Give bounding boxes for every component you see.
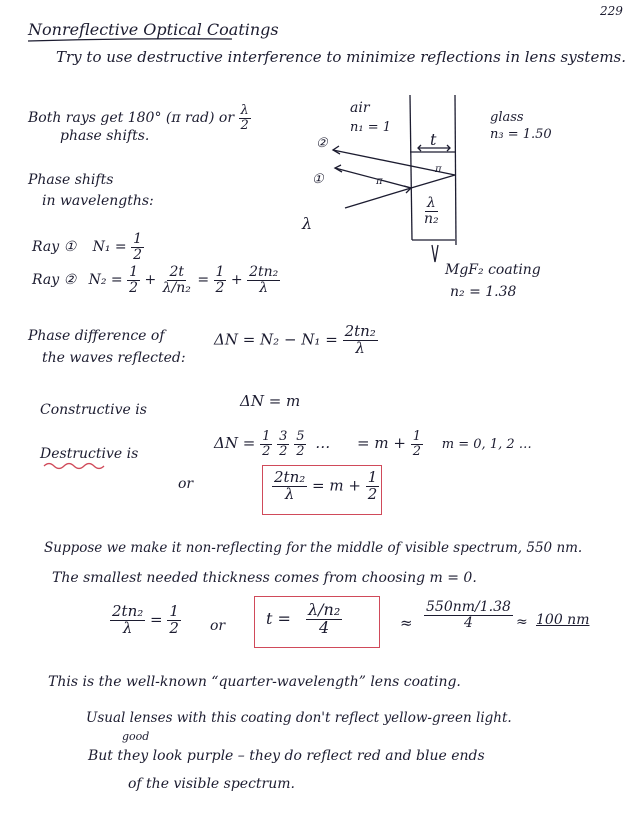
usual-lenses-note: Usual lenses with this coating don't reflect yellow-green light.: [86, 710, 512, 726]
min-thickness-equation: [110, 604, 181, 637]
series-half-1: [260, 430, 272, 458]
ray1-label: Ray ①: [32, 239, 77, 256]
ray1-lhs: N₁ =: [92, 239, 127, 256]
ray2-2tn2: 2tn₂: [249, 264, 279, 280]
purple-note-line1: But they look purple – they do reflect red and blue ends: [88, 748, 485, 764]
series-half-2: [277, 430, 289, 458]
m-values: m = 0, 1, 2 …: [441, 437, 532, 453]
or-label-1: or: [178, 476, 194, 492]
approx-sign: ≈: [400, 614, 413, 632]
t-eq-num: λ/n₂: [308, 600, 341, 619]
phase-diff-line2: the waves reflected:: [42, 350, 186, 366]
glass-label: glass: [490, 110, 524, 125]
min-lhs-den: λ: [122, 618, 133, 637]
series-rhs-num: 1: [412, 429, 422, 444]
series-rhs-half: [411, 430, 423, 458]
mgf2-label: MgF₂ coating: [445, 262, 541, 278]
n1-label: n₁ = 1: [350, 120, 392, 135]
series-rhs-den: 2: [412, 443, 422, 459]
ray2-lambda-n2: λ/n₂: [162, 279, 191, 296]
ray2-plus-1: +: [144, 272, 157, 289]
boxed-num: 2tn₂: [274, 468, 306, 486]
destructive-equation: [214, 430, 532, 458]
ray2-half-den: 2: [129, 279, 138, 296]
ray2-plus-2: +: [230, 272, 243, 289]
t-eq-lhs: t =: [266, 608, 291, 628]
page-number: 229: [600, 4, 623, 18]
t-label: t: [430, 130, 437, 149]
ray2-half-b-num: 1: [215, 264, 225, 280]
phase-shifts-line1: Phase shifts: [28, 172, 114, 188]
ray2-lambda: λ: [259, 279, 269, 296]
purple-note-line2: of the visible spectrum.: [128, 776, 295, 792]
boxed-half-num: 1: [367, 468, 378, 486]
delta-n-den: λ: [355, 338, 365, 357]
min-half-den: 2: [169, 618, 179, 637]
suppose-line2: The smallest needed thickness comes from choosing m = 0.: [52, 570, 477, 586]
series-den-3: 2: [296, 443, 305, 459]
min-eq: =: [150, 610, 163, 629]
series-num-1: 1: [262, 429, 271, 444]
destructive-label: Destructive is: [40, 446, 139, 462]
t-eq-den: 4: [319, 617, 330, 637]
min-lhs-fraction: [110, 604, 145, 637]
phase-diff-line1: Phase difference of: [28, 328, 165, 344]
pi-label-2: π: [435, 164, 442, 175]
constructive-equation: ΔN = m: [240, 392, 301, 410]
min-half: [167, 604, 181, 637]
phase-shifts-line2: in wavelengths:: [42, 193, 154, 209]
boxed-half-den: 2: [367, 484, 378, 503]
ray2-2t: 2t: [169, 264, 185, 280]
ray2-half-b-den: 2: [215, 279, 225, 296]
series-dots: …: [315, 434, 331, 453]
boxed-fraction: [272, 470, 307, 503]
ray2-marker: ②: [316, 136, 328, 151]
series-num-3: 5: [296, 429, 305, 444]
boxed-half: [366, 470, 380, 503]
air-label: air: [350, 100, 370, 116]
min-lhs-num: 2tn₂: [112, 602, 144, 620]
delta-n-lhs: ΔN = N₂ − N₁ =: [214, 330, 338, 349]
ray2-eq: =: [197, 272, 210, 289]
boxed-equation: [272, 470, 379, 503]
lambda-n2-num: λ: [426, 195, 436, 211]
destructive-delta-n: ΔN =: [214, 434, 256, 453]
t-equation: [266, 602, 342, 637]
result-approx: ≈: [516, 614, 528, 630]
result-value: 100 nm: [536, 612, 590, 628]
series-den-2: 2: [279, 443, 288, 459]
ray1-marker: ①: [312, 172, 324, 187]
ray2-label: Ray ②: [32, 272, 77, 289]
t-eq-fraction: [306, 602, 342, 637]
numeric-fraction: [424, 600, 513, 630]
lambda-num: λ: [240, 103, 249, 118]
min-half-num: 1: [169, 602, 179, 620]
ray1-half-num: 1: [133, 231, 142, 247]
intro-text: Try to use destructive interference to minimize reflections in lens systems.: [56, 48, 627, 66]
diagram-lambda: λ: [302, 214, 313, 233]
series-rhs: = m +: [357, 434, 406, 453]
boxed-den: λ: [284, 484, 295, 503]
two-den: 2: [240, 117, 249, 133]
suppose-line1: Suppose we make it non-reflecting for the middle of visible spectrum, 550 nm.: [44, 540, 583, 556]
both-rays-line2: phase shifts.: [60, 128, 150, 144]
ray2-half-num: 1: [129, 264, 138, 280]
series-den-1: 2: [262, 443, 271, 459]
pi-label-1: π: [376, 176, 383, 187]
ray2-lhs: N₂ =: [88, 272, 123, 289]
n2-label: n₂ = 1.38: [450, 284, 517, 300]
good-insert: good: [122, 730, 150, 743]
or-label-2: or: [210, 618, 226, 634]
series-num-2: 3: [279, 429, 288, 444]
delta-n-num: 2tn₂: [344, 322, 376, 340]
lambda-n2-den: n₂: [424, 210, 439, 227]
both-rays-text: Both rays get 180° (π rad) or: [28, 110, 235, 127]
numeric-den: 4: [463, 614, 473, 631]
quarter-wavelength-note: This is the well-known “quarter-wavelength” lens coating.: [48, 674, 461, 690]
series-half-3: [294, 430, 306, 458]
boxed-rhs: = m +: [312, 476, 361, 495]
numeric-expression: [424, 600, 513, 630]
constructive-label: Constructive is: [40, 402, 147, 418]
ray1-half-den: 2: [133, 246, 142, 263]
numeric-num: 550nm/1.38: [426, 599, 511, 615]
n3-label: n₃ = 1.50: [490, 127, 552, 142]
page-title: Nonreflective Optical Coatings: [28, 20, 279, 39]
